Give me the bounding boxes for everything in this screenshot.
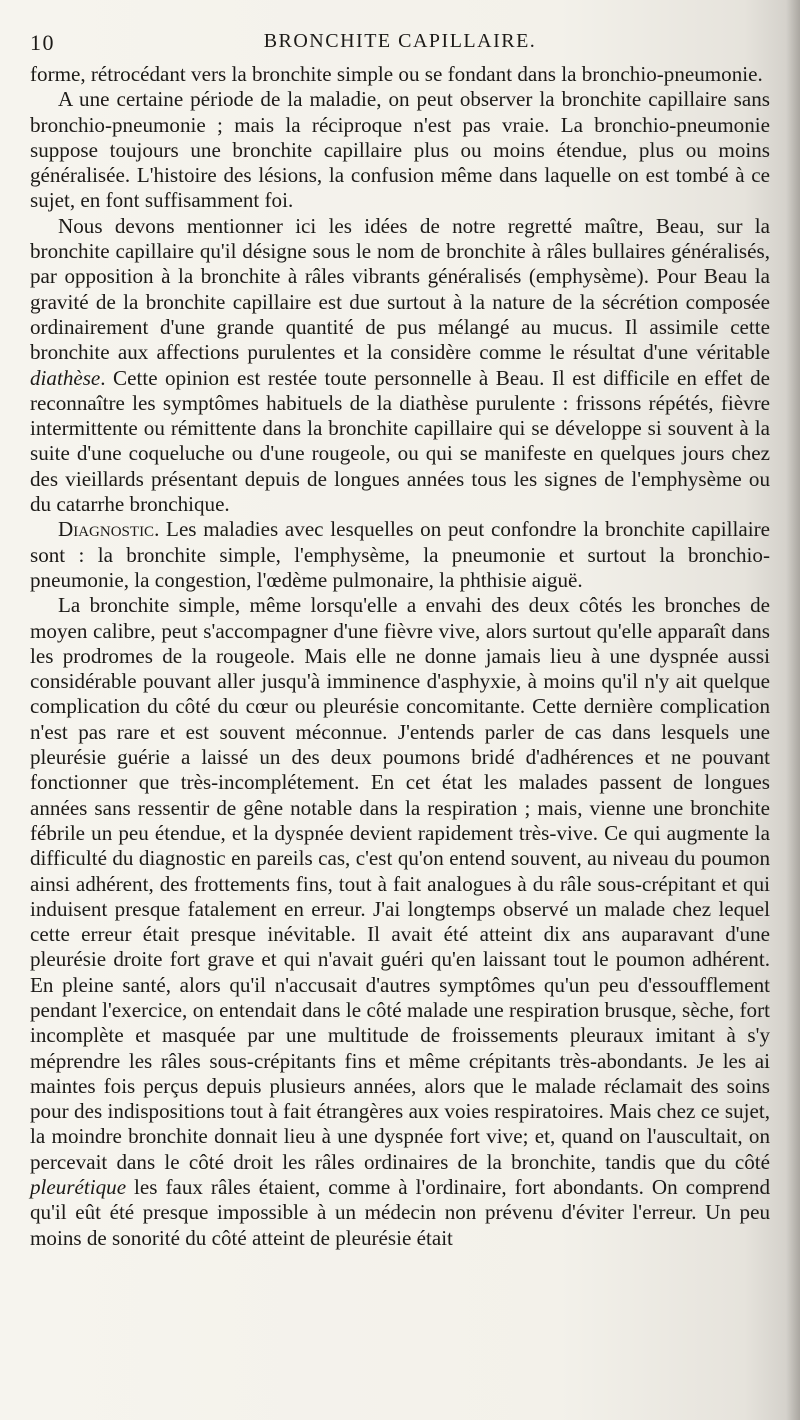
page-number: 10 [30, 30, 55, 55]
italic-pleuretique: pleurétique [30, 1175, 127, 1200]
paragraph-bronchite-simple [30, 593, 770, 1251]
paragraph-beau-text-b: . Cette opinion est restée toute personnelle à Beau. Il est difficile en effet de reconnaître les symptômes habituels de la diathèse purulente : frissons répétés, fièvre intermittente ou rémittente dans la bronchite capillaire qui se développe si souvent à la suite d'une coqueluche ou d'une rougeole, ou qui se manifeste en quelques jours chez des vieillards présentant depuis de longues années tous les signes de l'emphysème ou du catarrhe bronchique. [30, 365, 770, 517]
paragraph-period: A une certaine période de la maladie, on peut observer la bronchite capillaire sans bronchio-pneumonie ; mais la réciproque n'est pas vraie. La bronchio-pneumonie suppose toujours une bronchite capillaire plus ou moins étendue, plus ou moins généralisée. L'histoire des lésions, la confusion même dans laquelle on est tombé à ce sujet, en font suffisamment foi. [30, 87, 770, 213]
section-heading-diagnostic: Diagnostic. [58, 517, 160, 542]
paragraph-continuation: forme, rétrocédant vers la bronchite simple ou se fondant dans la bronchio-pneumonie. [30, 62, 763, 86]
page-body [30, 62, 770, 1251]
scan-shadow-edge [786, 0, 800, 1420]
running-title: BRONCHITE CAPILLAIRE. [263, 30, 537, 52]
paragraph-bronchite-text-a: La bronchite simple, même lorsqu'elle a envahi des deux côtés les bronches de moyen calibre, peut s'accompagner d'une fièvre vive, alors surtout qu'elle apparaît dans les prodromes de la rougeole. Mais elle ne donne jamais lieu à une dyspnée aussi considérable pouvant aller jusqu'à imminence d'asphyxie, à moins qu'il n'y ait quelque complication du côté du cœur ou pleurésie concomitante. Cette dernière complication n'est pas rare et est souvent méconnue. J'entends parler de cas dans lesquels une pleurésie guérie a laissé un des deux poumons bridé d'adhérences et ne pouvant fonctionner que très-incomplétement. En cet état les malades passent de longues années sans ressentir de gêne notable dans la respiration ; mais, vienne une bronchite fébrile un peu étendue, et la dyspnée devient rapidement très-vive. Ce qui augmente la difficulté du diagnostic en pareils cas, c'est qu'on entend souvent, au niveau du poumon ainsi adhérent, des frottements fins, tout à fait analogues à du râle sous-crépitant et qui induisent presque fatalement en erreur. J'ai longtemps observé un malade chez lequel cette erreur était presque inévitable. Il avait été atteint dix ans auparavant d'une pleurésie droite fort grave et qui n'avait guéri qu'en laissant tout le poumon adhérent. En pleine santé, alors qu'il n'accusait d'autres symptômes qu'un peu d'essoufflement pendant l'exercice, on entendait dans le côté malade une respiration brusque, sèche, fort incomplète et masquée par une multitude de froissements pleuraux imitant à s'y méprendre les râles sous-crépitants fins et même crépitants très-abondants. Je les ai maintes fois perçus depuis plusieurs années, alors que le malade réclamait des soins pour des indispositions tout à fait étrangères aux voies respiratoires. Mais chez ce sujet, la moindre bronchite donnait lieu à une dyspnée fort vive; et, quand on l'auscultait, on percevait dans le côté droit les râles ordinaires de la bronchite, tandis que du côté [30, 593, 770, 1174]
page-header [30, 30, 770, 60]
paragraph-diagnostic [30, 517, 770, 593]
paragraph-diagnostic-text: Les maladies avec lesquelles on peut confondre la bronchite capillaire sont : la bronchite simple, l'emphysème, la pneumonie et surtout la bronchio-pneumonie, la congestion, l'œdème pulmonaire, la phthisie aiguë. [30, 517, 770, 592]
paragraph-bronchite-text-b: les faux râles étaient, comme à l'ordinaire, fort abondants. On comprend qu'il eût été presque impossible à un médecin non prévenu d'éviter l'erreur. Un peu moins de sonorité du côté atteint de pleurésie était [30, 1175, 770, 1250]
italic-diathese: diathèse [30, 365, 101, 390]
paragraph-beau [30, 214, 770, 518]
paragraph-beau-text-a: Nous devons mentionner ici les idées de notre regretté maître, Beau, sur la bronchite capillaire qu'il désigne sous le nom de bronchite à râles bullaires généralisés, par opposition à la bronchite à râles vibrants généralisés (emphysème). Pour Beau la gravité de la bronchite capillaire est due surtout à la nature de la sécrétion composée ordinairement d'une grande quantité de pus mélangé au mucus. Il assimile cette bronchite aux affections purulentes et la considère comme le résultat d'une véritable [30, 213, 770, 365]
